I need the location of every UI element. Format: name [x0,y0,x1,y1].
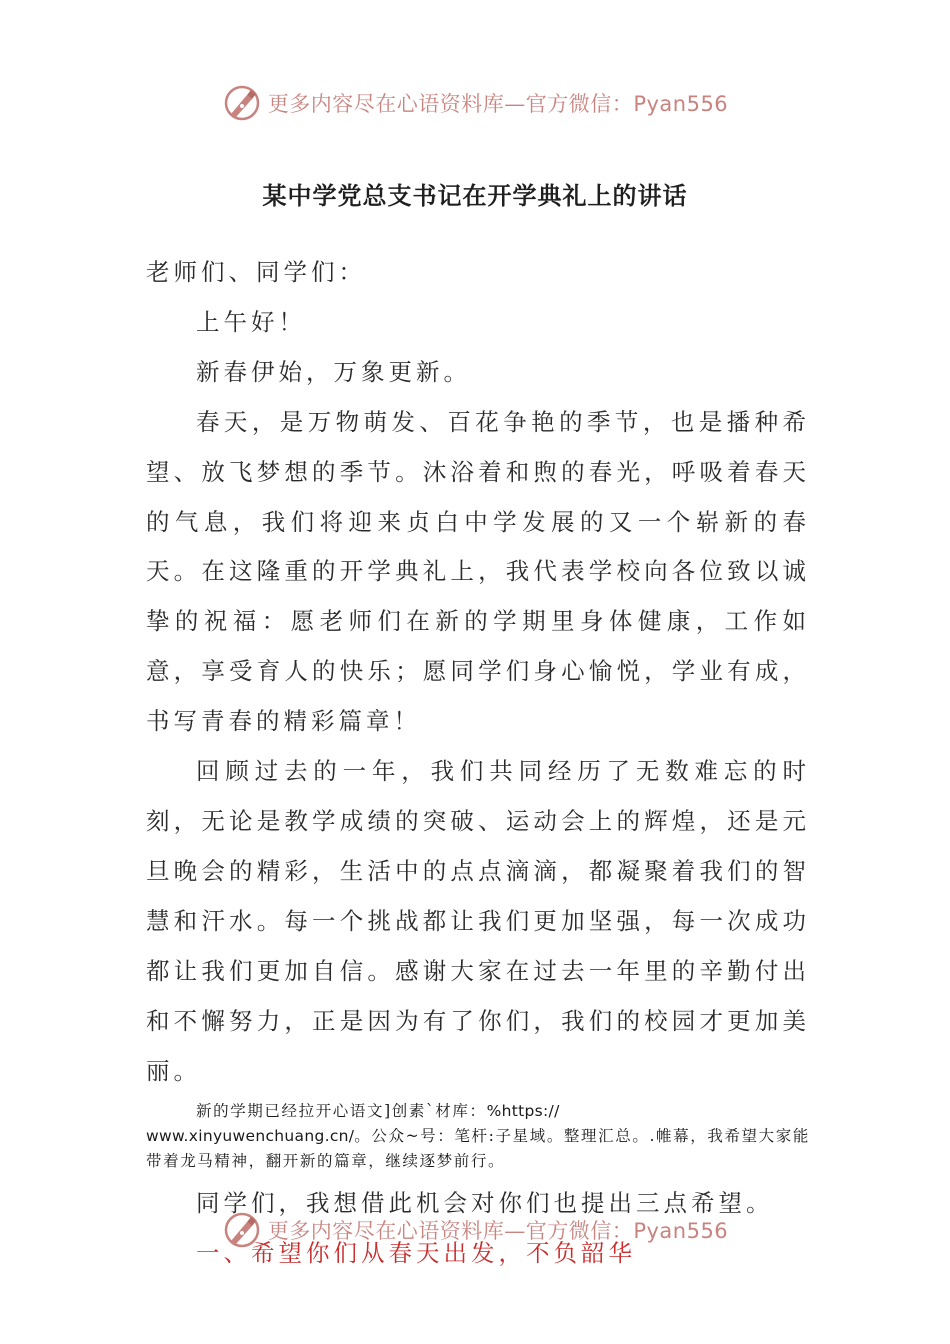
section-heading: 一、希望你们从春天出发，不负韶华 [196,1239,636,1268]
greeting: 老师们、同学们： [146,258,366,286]
document-body [146,248,810,1279]
watermark-paragraph: 新的学期已经拉开心语文]创素`材库：%https:// www.xinyuwenchuang.cn/。公众~号：笔杆:子星域。整理汇总。.帷幕，我希望大家能带着龙马精神，翻开新的篇章，继续逐梦前行。 [146,1102,810,1170]
pen-nib-logo-icon [222,1210,262,1250]
paragraph: 新春伊始，万象更新。 [196,357,471,386]
header-banner [0,78,950,128]
paragraph: 春天，是万物萌发、百花争艳的季节，也是播种希望、放飞梦想的季节。沐浴着和煦的春光，呼吸着春天的气息，我们将迎来贞白中学发展的又一个崭新的春天。在这隆重的开学典礼上，我代表学校向各位致以诚挚的祝福：愿老师们在新的学期里身体健康，工作如意，享受育人的快乐；愿同学们身心愉悦，学业有成，书写青春的精彩篇章！ [146,407,810,736]
paragraph: 同学们，我想借此机会对你们也提出三点希望。 [196,1189,774,1218]
pen-nib-logo-icon [222,83,262,123]
banner-text: 更多内容尽在心语资料库—官方微信：Pyan556 [267,92,729,116]
paragraph: 上午好！ [196,307,306,336]
source-url: www.xinyuwenchuang.cn/ [146,1127,355,1145]
footer-banner [0,1205,950,1255]
wechat-id: Pyan556 [633,92,729,116]
banner-text: 更多内容尽在心语资料库—官方微信：Pyan556 [267,1219,729,1243]
wechat-id: Pyan556 [633,1219,729,1243]
paragraph: 回顾过去的一年，我们共同经历了无数难忘的时刻，无论是教学成绩的突破、运动会上的辉煌，还是元旦晚会的精彩，生活中的点点滴滴，都凝聚着我们的智慧和汗水。每一个挑战都让我们更加坚强，每一次成功都让我们更加自信。感谢大家在过去一年里的辛勤付出和不懈努力，正是因为有了你们，我们的校园才更加美丽。 [146,757,810,1085]
page-title: 某中学党总支书记在开学典礼上的讲话 [262,181,688,210]
